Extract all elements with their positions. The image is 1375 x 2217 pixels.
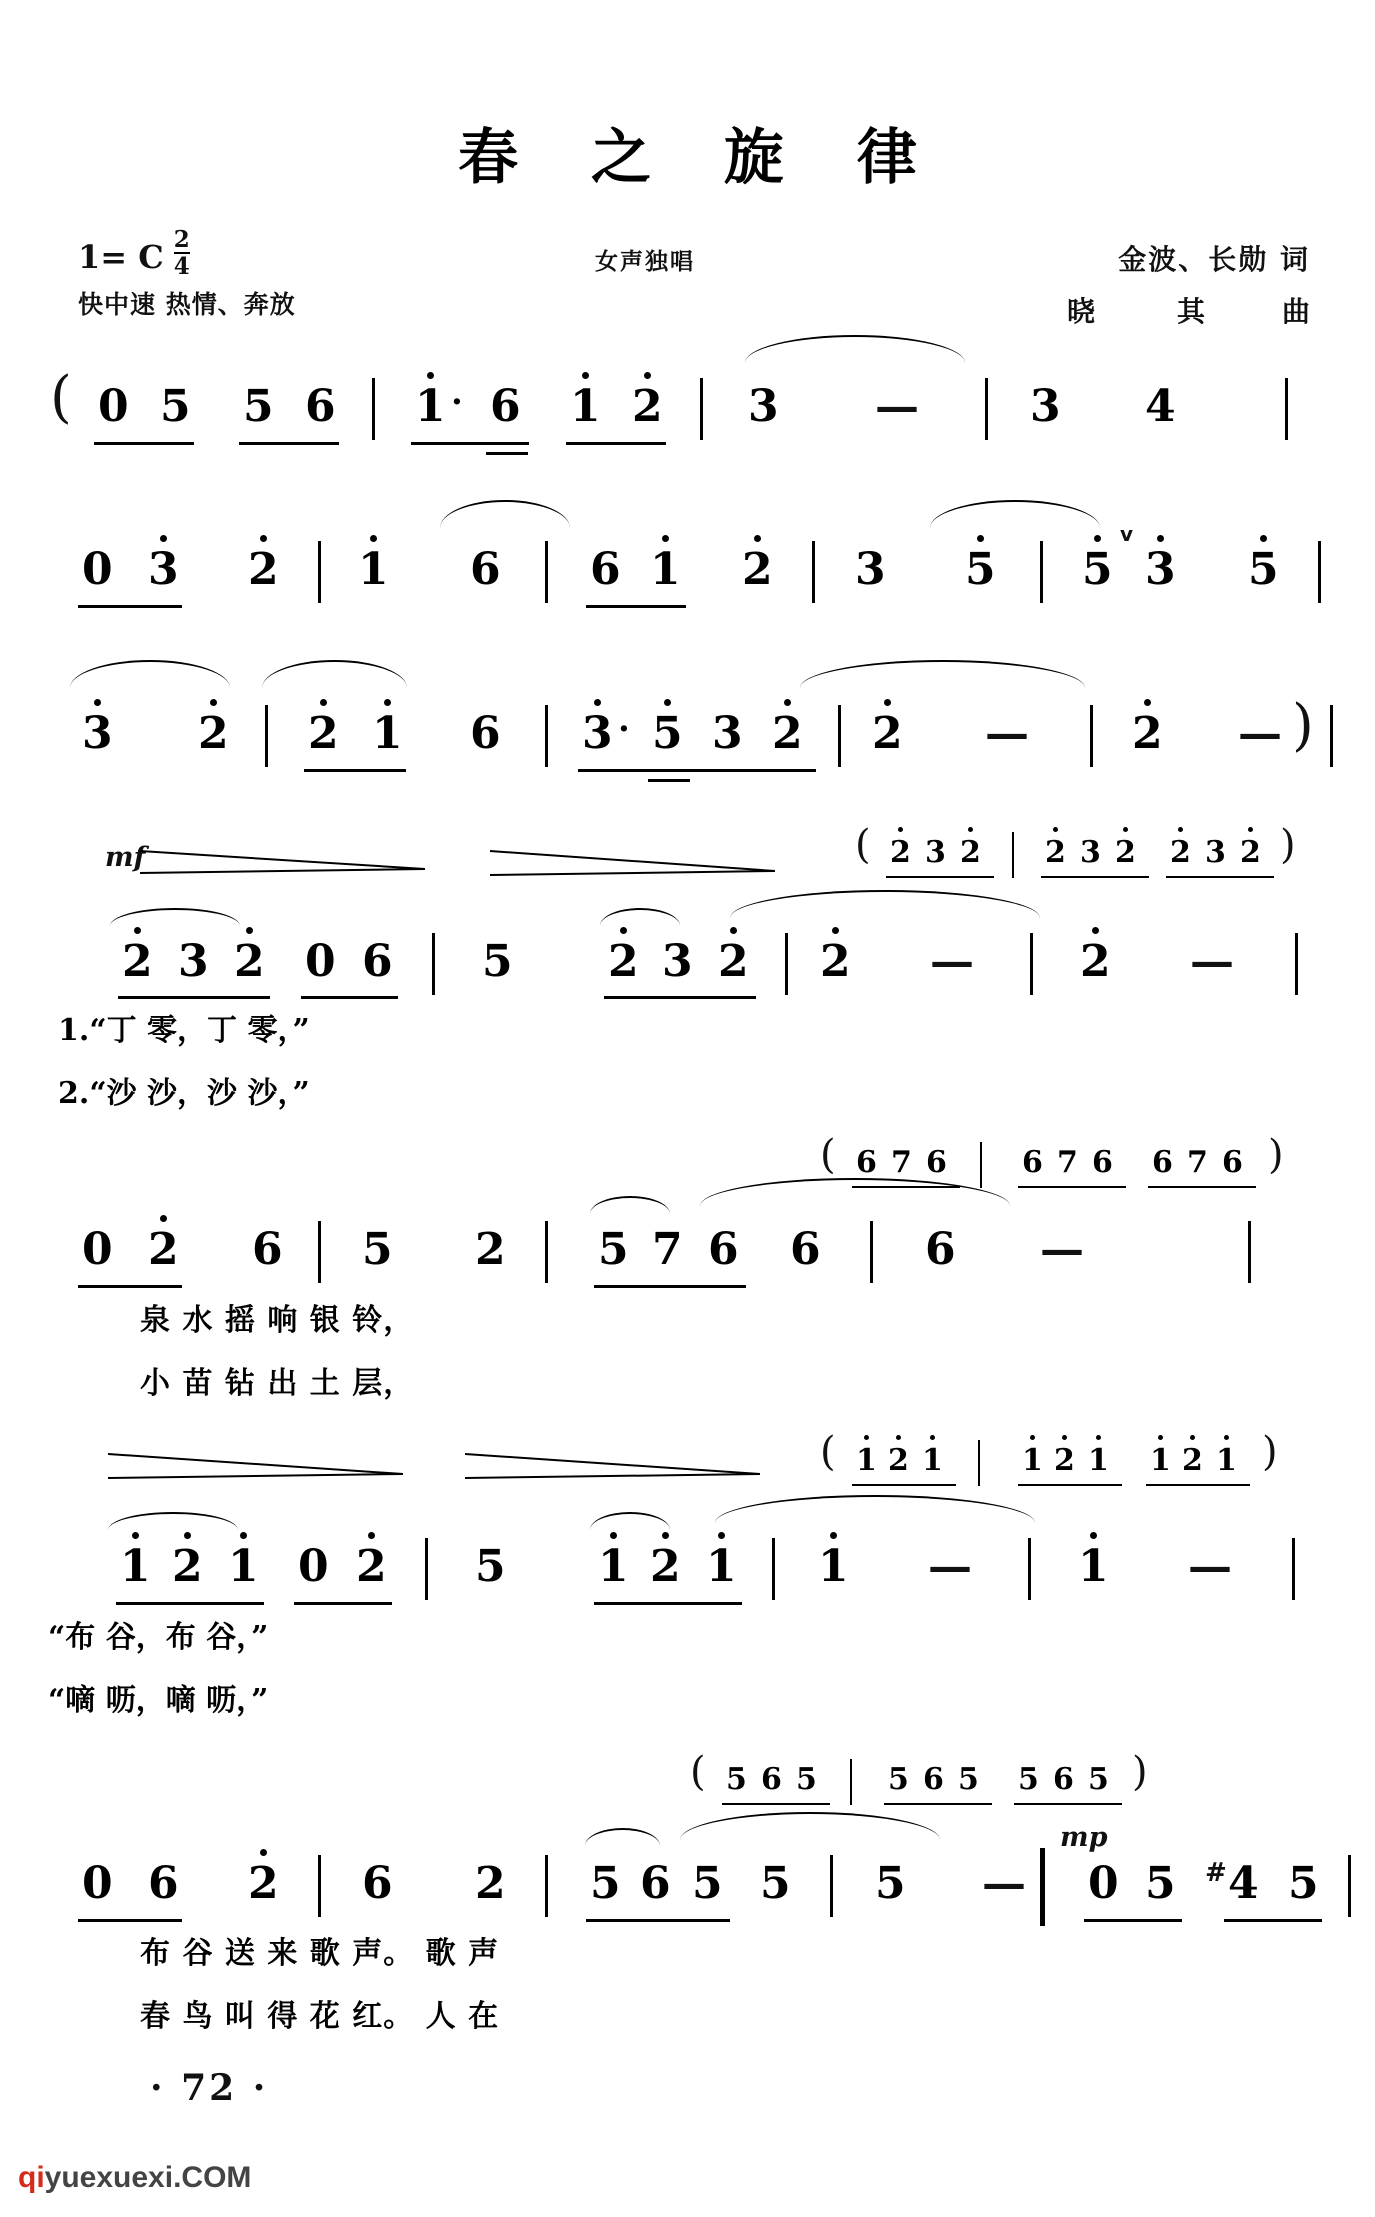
note: 6	[305, 381, 336, 432]
beam-underline	[301, 996, 398, 999]
lyric-line: 春 鸟 叫 得 花 红。 人 在	[140, 1999, 500, 2034]
ossia-note: 1	[922, 1443, 943, 1478]
note: 0	[82, 1224, 113, 1275]
note: 5	[1248, 544, 1279, 595]
ossia-note: 6	[1053, 1762, 1074, 1797]
note: 6	[925, 1224, 956, 1275]
note: 0	[82, 1858, 113, 1909]
lyric-line: “布 谷，布 谷，”	[48, 1620, 269, 1655]
lyric-line: 1.“丁 零，丁 零，”	[58, 1013, 310, 1048]
ossia-barline	[980, 1142, 982, 1188]
slur	[715, 1495, 1035, 1523]
ossia-paren-open: (	[820, 1132, 836, 1178]
note: 2	[248, 1858, 279, 1909]
ossia-paren-close: )	[1268, 1132, 1284, 1178]
site-watermark	[18, 2161, 251, 2195]
note: 1	[120, 1541, 151, 1592]
note: 1	[358, 544, 389, 595]
note: 2	[172, 1541, 203, 1592]
hairpin-diminuendo	[140, 845, 430, 879]
dynamic-mp: mp	[1060, 1822, 1108, 1853]
ossia-beam	[1018, 1186, 1126, 1188]
slur	[70, 660, 230, 688]
barline	[1248, 1221, 1251, 1283]
note: 2	[475, 1858, 506, 1909]
note: 5	[160, 381, 191, 432]
barline	[545, 705, 548, 767]
note: 6	[470, 708, 501, 759]
ossia-note: 2	[960, 835, 981, 870]
ossia-note: 6	[926, 1145, 947, 1180]
beam-underline	[594, 1285, 746, 1288]
note: 2	[148, 1224, 179, 1275]
note: 2	[872, 708, 903, 759]
composer-name-2: 其	[1176, 295, 1205, 328]
ossia-paren-close: )	[1280, 822, 1296, 868]
barline	[372, 378, 375, 440]
ossia-note: 6	[856, 1145, 877, 1180]
beam-underline	[304, 769, 406, 772]
note: 2	[198, 708, 229, 759]
lyric-line: 小 苗 钻 出 土 层，	[140, 1366, 415, 1401]
hairpin-diminuendo	[108, 1448, 408, 1484]
note: 5	[598, 1224, 629, 1275]
barline	[1090, 705, 1093, 767]
beam-underline	[586, 1919, 730, 1922]
note: 2	[608, 936, 639, 987]
note: 5	[475, 1541, 506, 1592]
note: 6	[252, 1224, 283, 1275]
barline	[870, 1221, 873, 1283]
note: 2	[718, 936, 749, 987]
note: 5	[965, 544, 996, 595]
duration-dash: —	[875, 381, 919, 432]
ossia-note: 6	[1022, 1145, 1043, 1180]
slur	[585, 1828, 660, 1846]
beam-underline	[94, 442, 194, 445]
note: 3	[1145, 544, 1176, 595]
page-title: 春 之 旋 律	[458, 123, 943, 193]
note: 2	[1132, 708, 1163, 759]
beam-underline	[1084, 1919, 1182, 1922]
barline	[772, 1538, 775, 1600]
note: 0	[298, 1541, 329, 1592]
ossia-note: 7	[891, 1145, 912, 1180]
lyric-line: 泉 水 摇 响 银 铃，	[140, 1303, 415, 1338]
ossia-paren-open: (	[820, 1429, 836, 1475]
slur	[108, 1512, 238, 1530]
time-signature-numerator: 2	[173, 226, 190, 253]
duration-dash: —	[930, 936, 974, 987]
note: 3	[148, 544, 179, 595]
note: 7	[652, 1224, 683, 1275]
ossia-barline	[850, 1759, 852, 1805]
ossia-note: 2	[1170, 835, 1191, 870]
barline	[545, 1855, 548, 1917]
barline-double	[1040, 1848, 1045, 1926]
ossia-note: 1	[856, 1443, 877, 1478]
ossia-beam	[1148, 1186, 1256, 1188]
barline	[318, 541, 321, 603]
barline	[1295, 933, 1298, 995]
note: 1	[1078, 1541, 1109, 1592]
slur	[590, 1196, 670, 1214]
note: 2	[650, 1541, 681, 1592]
ossia-note: 1	[1022, 1443, 1043, 1478]
barline	[985, 378, 988, 440]
beam-underline	[578, 769, 816, 772]
note: 1	[706, 1541, 737, 1592]
barline	[1030, 933, 1033, 995]
ossia-note: 6	[1092, 1145, 1113, 1180]
note: 1	[818, 1541, 849, 1592]
note: 6	[640, 1858, 671, 1909]
beam-underline	[411, 442, 529, 445]
beam-underline	[239, 442, 339, 445]
voice-type-label: 女声独唱	[595, 248, 695, 275]
repeat-paren-close: )	[1292, 693, 1314, 758]
note: 1	[228, 1541, 259, 1592]
barline	[318, 1855, 321, 1917]
ossia-note: 2	[1240, 835, 1261, 870]
ossia-note: 5	[888, 1762, 909, 1797]
ossia-note: 3	[925, 835, 946, 870]
note: 3	[855, 544, 886, 595]
ossia-note: 2	[888, 1443, 909, 1478]
barline	[265, 705, 268, 767]
ossia-barline	[1012, 832, 1014, 878]
note: 2	[1080, 936, 1111, 987]
note: 2	[772, 708, 803, 759]
ossia-note: 1	[1216, 1443, 1237, 1478]
note: 5	[1288, 1858, 1319, 1909]
beam-underline	[566, 442, 666, 445]
barline	[1292, 1538, 1295, 1600]
note: 6	[362, 936, 393, 987]
ossia-beam	[1146, 1484, 1250, 1486]
note: 1	[598, 1541, 629, 1592]
note: 1	[650, 544, 681, 595]
watermark-brand: qi	[18, 2161, 45, 2194]
hairpin-diminuendo	[465, 1448, 765, 1484]
slur	[590, 1512, 670, 1530]
ossia-beam	[722, 1803, 830, 1805]
time-signature	[174, 228, 190, 278]
ossia-beam	[1041, 876, 1149, 878]
ossia-note: 6	[761, 1762, 782, 1797]
ossia-barline	[978, 1440, 980, 1486]
composer-name-1: 晓	[1066, 295, 1095, 328]
ossia-note: 5	[1018, 1762, 1039, 1797]
note: 5	[362, 1224, 393, 1275]
ossia-beam	[1018, 1484, 1122, 1486]
ossia-note: 6	[1152, 1145, 1173, 1180]
barline	[425, 1538, 428, 1600]
barline	[838, 705, 841, 767]
slur	[745, 335, 965, 363]
note: 6	[590, 544, 621, 595]
note: 5	[760, 1858, 791, 1909]
beam-underline	[78, 1285, 182, 1288]
barline	[1040, 541, 1043, 603]
ossia-note: 6	[1222, 1145, 1243, 1180]
note: 1	[372, 708, 403, 759]
note: 0	[305, 936, 336, 987]
hairpin-diminuendo	[490, 845, 780, 879]
lyric-line: 2.“沙 沙，沙 沙，”	[58, 1076, 310, 1111]
slur	[680, 1812, 940, 1840]
note: 2	[356, 1541, 387, 1592]
ossia-note: 5	[796, 1762, 817, 1797]
ossia-beam	[886, 876, 994, 878]
ossia-note: 5	[958, 1762, 979, 1797]
beam-underline	[294, 1602, 392, 1605]
augmentation-dot: ·	[618, 709, 630, 749]
key-signature-label: 1= C	[78, 238, 164, 276]
beam-underline	[78, 605, 182, 608]
dynamic-mf: mf	[105, 842, 146, 873]
barline	[785, 933, 788, 995]
sharp-accidental: #	[1205, 1858, 1227, 1888]
beam-underline	[594, 1602, 742, 1605]
slur	[800, 660, 1085, 688]
beam-underline	[586, 605, 686, 608]
note: 5	[243, 381, 274, 432]
slur	[262, 660, 407, 688]
note: 0	[98, 381, 129, 432]
barline	[812, 541, 815, 603]
note: 2	[234, 936, 265, 987]
duration-dash: —	[1238, 708, 1282, 759]
lyric-line: “嘀 呖，嘀 呖，”	[48, 1683, 269, 1718]
ossia-paren-close: )	[1262, 1429, 1278, 1475]
beam-underline	[78, 1919, 182, 1922]
note: 2	[308, 708, 339, 759]
note: 2	[475, 1224, 506, 1275]
beam-underline	[1224, 1919, 1322, 1922]
ossia-beam	[884, 1803, 992, 1805]
ossia-note: 6	[923, 1762, 944, 1797]
slur	[930, 500, 1100, 528]
note: 0	[82, 544, 113, 595]
note: 6	[708, 1224, 739, 1275]
note: 1	[570, 381, 601, 432]
note: 3	[82, 708, 113, 759]
ossia-beam	[852, 1484, 956, 1486]
breath-mark: v	[1120, 522, 1134, 546]
beam-underline	[118, 996, 270, 999]
duration-dash: —	[1190, 936, 1234, 987]
ossia-note: 7	[1057, 1145, 1078, 1180]
note: 1	[415, 381, 446, 432]
note: 3	[662, 936, 693, 987]
barline	[1330, 705, 1333, 767]
slur	[440, 500, 570, 528]
note: 2	[820, 936, 851, 987]
time-signature-denominator: 4	[173, 253, 190, 280]
ossia-note: 3	[1205, 835, 1226, 870]
note: 6	[362, 1858, 393, 1909]
note: 2	[122, 936, 153, 987]
barline	[700, 378, 703, 440]
barline	[432, 933, 435, 995]
barline	[545, 1221, 548, 1283]
note: 3	[178, 936, 209, 987]
beam-underline	[116, 1602, 264, 1605]
tempo-marking: 快中速 热情、奔放	[78, 290, 296, 319]
page-number: · 72 ·	[150, 2067, 269, 2109]
barline	[830, 1855, 833, 1917]
ossia-note: 5	[1088, 1762, 1109, 1797]
note: 5	[590, 1858, 621, 1909]
duration-dash: —	[1188, 1541, 1232, 1592]
barline	[1318, 541, 1321, 603]
note: 4	[1228, 1858, 1259, 1909]
duration-dash: —	[982, 1858, 1026, 1909]
note: 5	[875, 1858, 906, 1909]
duration-dash: —	[928, 1541, 972, 1592]
note: 6	[490, 381, 521, 432]
note: 3	[1030, 381, 1061, 432]
slur	[110, 908, 240, 926]
lyric-line: 布 谷 送 来 歌 声。 歌 声	[140, 1936, 500, 1971]
note: 4	[1145, 381, 1176, 432]
ossia-note: 2	[1115, 835, 1136, 870]
ossia-note: 2	[890, 835, 911, 870]
slur	[700, 1178, 1010, 1206]
ossia-note: 7	[1187, 1145, 1208, 1180]
duration-dash: —	[985, 708, 1029, 759]
ossia-beam	[1166, 876, 1274, 878]
repeat-paren-open: (	[50, 365, 72, 430]
ossia-paren-open: (	[690, 1749, 706, 1795]
ossia-note: 1	[1088, 1443, 1109, 1478]
barline	[318, 1221, 321, 1283]
ossia-paren-open: (	[855, 822, 871, 868]
barline	[1285, 378, 1288, 440]
ossia-note: 5	[726, 1762, 747, 1797]
watermark-domain: yuexuexi.COM	[44, 2161, 252, 2194]
barline	[1028, 1538, 1031, 1600]
ossia-note: 3	[1080, 835, 1101, 870]
ossia-note: 2	[1182, 1443, 1203, 1478]
composer-credit	[1067, 290, 1310, 330]
note: 6	[470, 544, 501, 595]
barline	[1348, 1855, 1351, 1917]
note: 5	[482, 936, 513, 987]
note: 5	[1082, 544, 1113, 595]
note: 0	[1088, 1858, 1119, 1909]
slur	[600, 908, 680, 926]
note: 3	[748, 381, 779, 432]
ossia-note: 2	[1045, 835, 1066, 870]
lyricist-credit: 金波、长勋 词	[1118, 243, 1310, 276]
ossia-beam	[1014, 1803, 1122, 1805]
note: 5	[652, 708, 683, 759]
note: 3	[582, 708, 613, 759]
ossia-note: 2	[1054, 1443, 1075, 1478]
note: 2	[632, 381, 663, 432]
duration-dash: —	[1040, 1224, 1084, 1275]
note: 5	[692, 1858, 723, 1909]
beam-underline	[604, 996, 756, 999]
composer-role: 曲	[1281, 295, 1310, 328]
ossia-paren-close: )	[1132, 1749, 1148, 1795]
note: 6	[148, 1858, 179, 1909]
augmentation-dot: ·	[451, 382, 463, 422]
note: 2	[742, 544, 773, 595]
key-signature	[78, 228, 190, 278]
beam-underline-2	[648, 779, 690, 782]
slur	[730, 890, 1040, 918]
note: 5	[1145, 1858, 1176, 1909]
barline	[545, 541, 548, 603]
note: 6	[790, 1224, 821, 1275]
note: 2	[248, 544, 279, 595]
note: 3	[712, 708, 743, 759]
beam-underline-2	[486, 452, 528, 455]
ossia-note: 1	[1150, 1443, 1171, 1478]
